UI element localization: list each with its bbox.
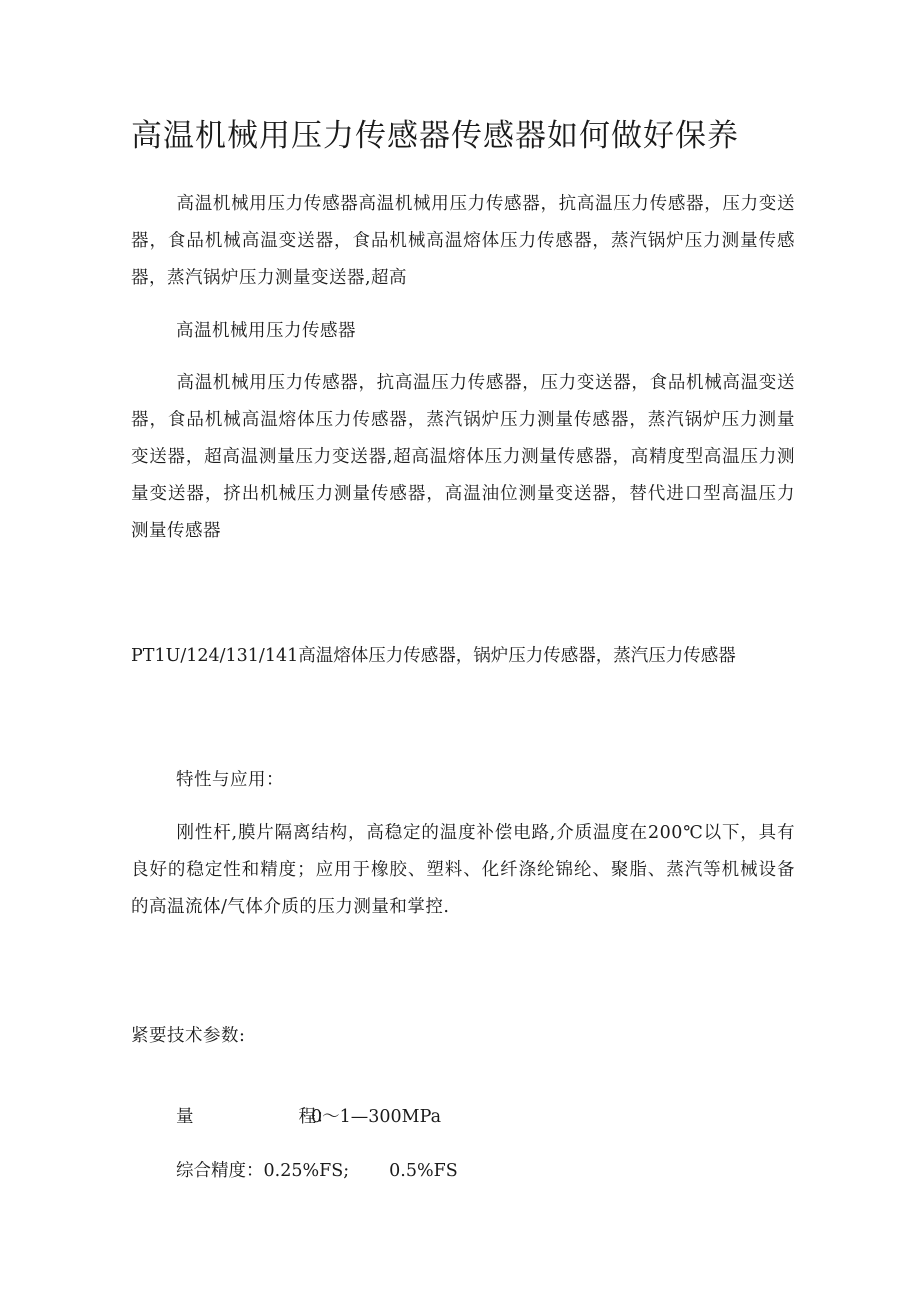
- param-accuracy-row: [176, 1153, 458, 1190]
- param-accuracy-label: 综合精度：: [176, 1161, 264, 1181]
- product-list-paragraph: 高温机械用压力传感器，抗高温压力传感器，压力变送器，食品机械高温变送器，食品机械高温熔体压力传感器，蒸汽锅炉压力测量传感器，蒸汽锅炉压力测量变送器，超高温测量压力变送器,超高温熔体压力测量传感器，高精度型高温压力测量变送器，挤出机械压力测量传感器，高温油位测量变送器，替代进口型高温压力测量传感器: [131, 373, 795, 541]
- features-heading: 特性与应用：: [176, 770, 284, 790]
- document-title: 高温机械用压力传感器传感器如何做好保养: [131, 118, 739, 154]
- intro-paragraph: 高温机械用压力传感器高温机械用压力传感器，抗高温压力传感器，压力变送器，食品机械高温变送器，食品机械高温熔体压力传感器，蒸汽锅炉压力测量传感器，蒸汽锅炉压力测量变送器,超高: [131, 194, 795, 288]
- model-line: PT1U/124/131/141高温熔体压力传感器，锅炉压力传感器，蒸汽压力传感器: [131, 646, 736, 666]
- param-accuracy-value-2: 0.5%FS: [389, 1161, 458, 1181]
- features-paragraph: 刚性杆,膜片隔离结构，高稳定的温度补偿电路,介质温度在200℃以下，具有良好的稳定性和精度；应用于橡胶、塑料、化纤涤纶锦纶、聚脂、蒸汽等机械设备的高温流体/气体介质的压力测量和掌控.: [131, 823, 795, 917]
- param-range-row: [176, 1099, 441, 1136]
- param-accuracy-value-1: 0.25%FS;: [263, 1161, 350, 1181]
- param-range-value: 0～1—300MPa: [311, 1107, 442, 1127]
- section-heading-sensor: 高温机械用压力传感器: [176, 321, 356, 341]
- param-range-label: 量 程：: [176, 1107, 334, 1127]
- params-heading: 紧要技术参数:: [131, 1026, 246, 1046]
